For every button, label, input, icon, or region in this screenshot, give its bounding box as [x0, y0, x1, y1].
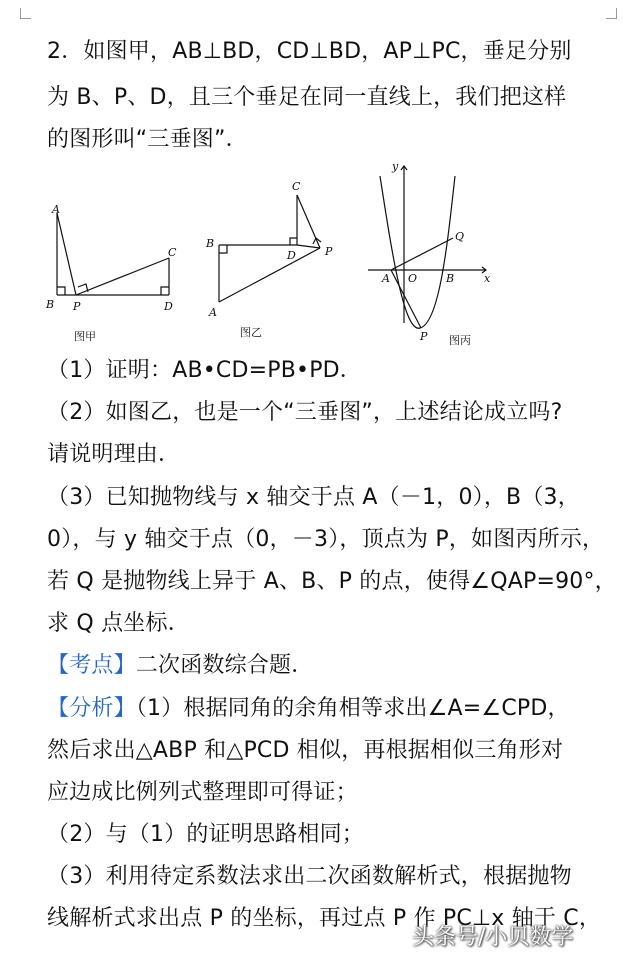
- yi-label-c: C: [292, 180, 301, 193]
- figures-row: [40, 158, 510, 353]
- question-2-line-2: 请说明理由．: [47, 442, 181, 467]
- yi-label-a: A: [209, 306, 217, 319]
- fenxi-line-3: 应边成比例列式整理即可得证；: [47, 780, 358, 805]
- question-3-line-3: 若 Q 是抛物线上异于 A、B、P 的点，使得∠QAP=90°，: [47, 569, 617, 594]
- page-corner-mark-right: [606, 8, 617, 19]
- bing-axis-y: y: [392, 160, 399, 173]
- caption-yi: 图乙: [240, 326, 262, 339]
- figure-bing: [358, 158, 508, 353]
- jia-label-p: P: [73, 300, 81, 313]
- jia-label-a: A: [52, 203, 60, 216]
- fenxi-line-2: 然后求出△ABP 和△PCD 相似，再根据相似三角形对: [47, 738, 564, 763]
- figure-yi: [200, 158, 350, 353]
- jia-label-d: D: [164, 300, 173, 313]
- yi-label-b: B: [206, 237, 215, 250]
- bing-label-p: P: [420, 330, 428, 343]
- bing-label-q: Q: [455, 230, 465, 243]
- figure-jia: [40, 158, 190, 353]
- bing-label-a: A: [382, 272, 390, 285]
- caption-bing: 图丙: [449, 334, 471, 347]
- question-2-line-1: （2）如图乙，也是一个“三垂图”，上述结论成立吗?: [47, 400, 563, 425]
- yi-label-p: P: [325, 245, 333, 258]
- question-1: （1）证明：AB•CD=PB•PD．: [47, 358, 362, 383]
- problem-line-1: 2．如图甲，AB⊥BD，CD⊥BD，AP⊥PC，垂足分别: [47, 39, 572, 64]
- question-3-line-2: 0），与 y 轴交于点（0，－3），顶点为 P，如图丙所示，: [47, 527, 605, 552]
- bing-label-b: B: [446, 272, 455, 285]
- kaodian-tag: 【考点】: [47, 653, 136, 678]
- fenxi-line: [47, 695, 570, 723]
- fenxi-line-5: （3）利用待定系数法求出二次函数解析式，根据抛物: [47, 864, 572, 889]
- jia-label-b: B: [46, 298, 55, 311]
- problem-line-3: 的图形叫“三垂图”．: [47, 127, 248, 152]
- question-3-line-1: （3）已知抛物线与 x 轴交于点 A（－1，0），B（3，: [47, 485, 580, 510]
- caption-jia: 图甲: [74, 330, 96, 343]
- fenxi-line-6: 线解析式求出点 P 的坐标，再过点 P 作 PC⊥x 轴于 C，: [47, 906, 602, 931]
- problem-line-2: 为 B、P、D，且三个垂足在同一直线上，我们把这样: [47, 85, 567, 110]
- bing-axis-x: x: [484, 272, 491, 285]
- yi-label-d: D: [287, 249, 296, 262]
- question-3-line-4: 求 Q 点坐标．: [47, 611, 190, 636]
- fenxi-first: （1）根据同角的余角相等求出∠A=∠CPD，: [135, 696, 570, 721]
- fenxi-line-4: （2）与（1）的证明思路相同；: [47, 822, 364, 847]
- watermark: 头条号/小贝数学: [412, 925, 574, 950]
- kaodian-line: [47, 652, 313, 680]
- fenxi-tag: 【分析】: [47, 696, 136, 721]
- bing-label-o: O: [408, 272, 418, 285]
- kaodian-text: 二次函数综合题．: [135, 653, 314, 678]
- jia-label-c: C: [168, 246, 177, 259]
- page-corner-mark-left: [20, 8, 31, 19]
